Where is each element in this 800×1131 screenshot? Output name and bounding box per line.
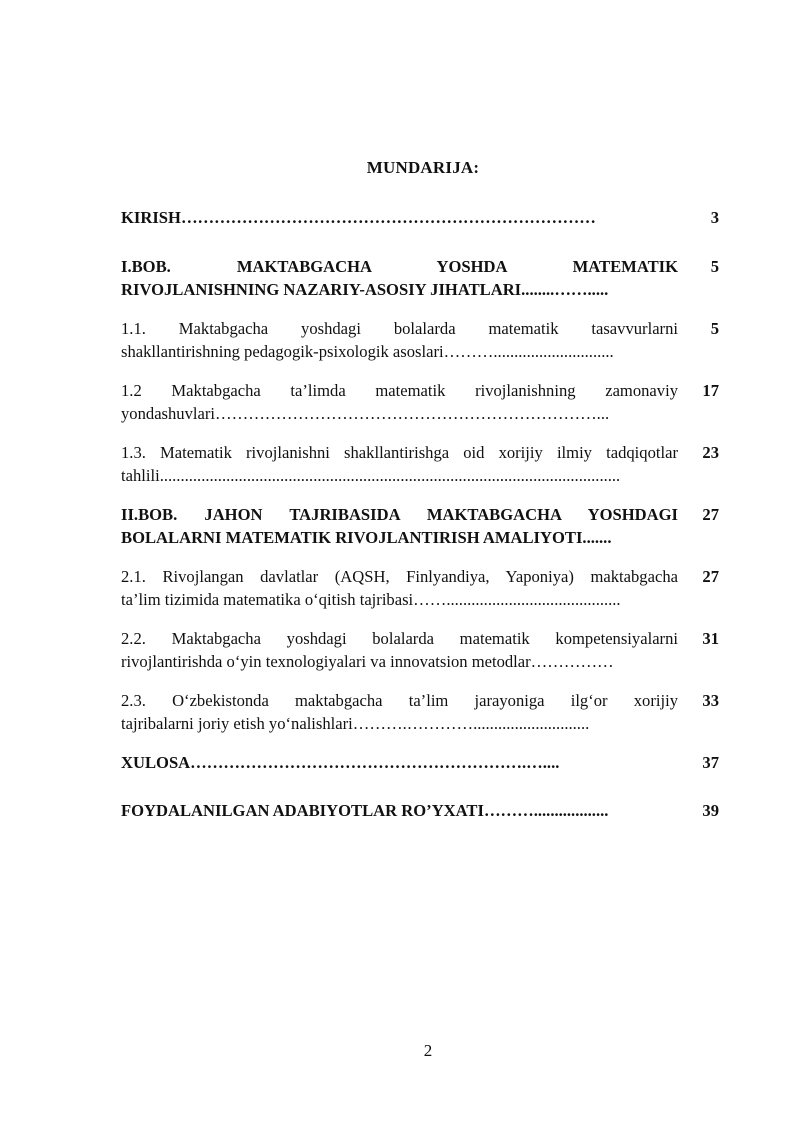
toc-entry-chapter-1[interactable] (121, 255, 721, 301)
toc-entry-text (121, 799, 678, 822)
toc-entry-xulosa[interactable] (121, 751, 721, 774)
toc-entry-page: 27 (702, 505, 719, 524)
toc-entry-line: 1.1. Maktabgacha yoshdagi bolalarda matematik tasavvurlarni (121, 319, 678, 338)
toc-entry-text (121, 503, 678, 549)
toc-entry-section-1-3[interactable] (121, 441, 721, 487)
toc-entry-references[interactable] (121, 799, 721, 822)
toc-entry-section-1-2[interactable] (121, 379, 721, 425)
toc-entry-section-2-1[interactable] (121, 565, 721, 611)
toc-entry-text (121, 751, 678, 774)
toc-entry-page: 37 (702, 753, 719, 772)
toc-entry-line: shakllantirishning pedagogik-psixologik asoslari………............................. (121, 342, 614, 361)
toc-entry-page: 39 (702, 801, 719, 820)
page-title: MUNDARIJA: (366, 158, 480, 177)
toc-entry-line: KIRISH………………………………………………………………… (121, 208, 596, 227)
toc-entry-page: 5 (710, 257, 719, 276)
toc-entry-line: rivojlantirishda o‘yin texnologiyalari va innovatsion metodlar…………… (121, 652, 614, 671)
toc-entry-text (121, 379, 678, 425)
toc-entry-page: 33 (702, 691, 719, 710)
toc-entry-line: BOLALARNI MATEMATIK RIVOJLANTIRISH AMALIYOTI....... (121, 528, 612, 547)
toc-entry-text (121, 317, 678, 363)
toc-entry-page: 27 (702, 567, 719, 586)
toc-entry-page: 31 (702, 629, 719, 648)
toc-entry-section-1-1[interactable] (121, 317, 721, 363)
toc-entry-section-2-3[interactable] (121, 689, 721, 735)
toc-entry-page: 23 (702, 443, 719, 462)
toc-entry-text (121, 255, 678, 301)
toc-entry-line: tahlili............................................................................................................... (121, 466, 621, 485)
page-number: 2 (423, 1041, 433, 1060)
toc-entry-text (121, 206, 678, 229)
toc-entry-page: 3 (710, 208, 719, 227)
toc-entry-line: 2.1. Rivojlangan davlatlar (AQSH, Finlyandiya, Yaponiya) maktabgacha (121, 567, 678, 586)
toc-entry-text (121, 565, 678, 611)
toc-entry-line: I.BOB. MAKTABGACHA YOSHDA MATEMATIK (121, 257, 678, 276)
toc-entry-line: tajribalarni joriy etish yo‘nalishlari……….…………............................ (121, 714, 590, 733)
toc-entry-chapter-2[interactable] (121, 503, 721, 549)
toc-entry-text (121, 441, 678, 487)
toc-entry-kirish[interactable] (121, 206, 721, 229)
toc-entry-line: ta’lim tizimida matematika o‘qitish tajribasi…….......................................... (121, 590, 621, 609)
toc-entry-section-2-2[interactable] (121, 627, 721, 673)
toc-entry-line: FOYDALANILGAN ADABIYOTLAR RO’YXATI……….................. (121, 801, 609, 820)
toc-entry-page: 17 (702, 381, 719, 400)
toc-entry-line: 2.2. Maktabgacha yoshdagi bolalarda matematik kompetensiyalarni (121, 629, 678, 648)
toc-entry-line: II.BOB. JAHON TAJRIBASIDA MAKTABGACHA YOSHDAGI (121, 505, 678, 524)
toc-entry-text (121, 627, 678, 673)
toc-entry-line: 1.3. Matematik rivojlanishni shakllantirishga oid xorijiy ilmiy tadqiqotlar (121, 443, 678, 462)
toc-entry-page: 5 (710, 319, 719, 338)
toc-entry-line: yondashuvlari……………………………………………………………... (121, 404, 610, 423)
toc-entry-text (121, 689, 678, 735)
toc-entry-line: 1.2 Maktabgacha ta’limda matematik rivojlanishning zamonaviy (121, 381, 678, 400)
toc-entry-line: XULOSA…………………………………………………….….... (121, 753, 560, 772)
toc-entry-line: 2.3. O‘zbekistonda maktabgacha ta’lim jarayoniga ilg‘or xorijiy (121, 691, 678, 710)
toc-entry-line: RIVOJLANISHNING NAZARIY-ASOSIY JIHATLARI........……..... (121, 280, 609, 299)
